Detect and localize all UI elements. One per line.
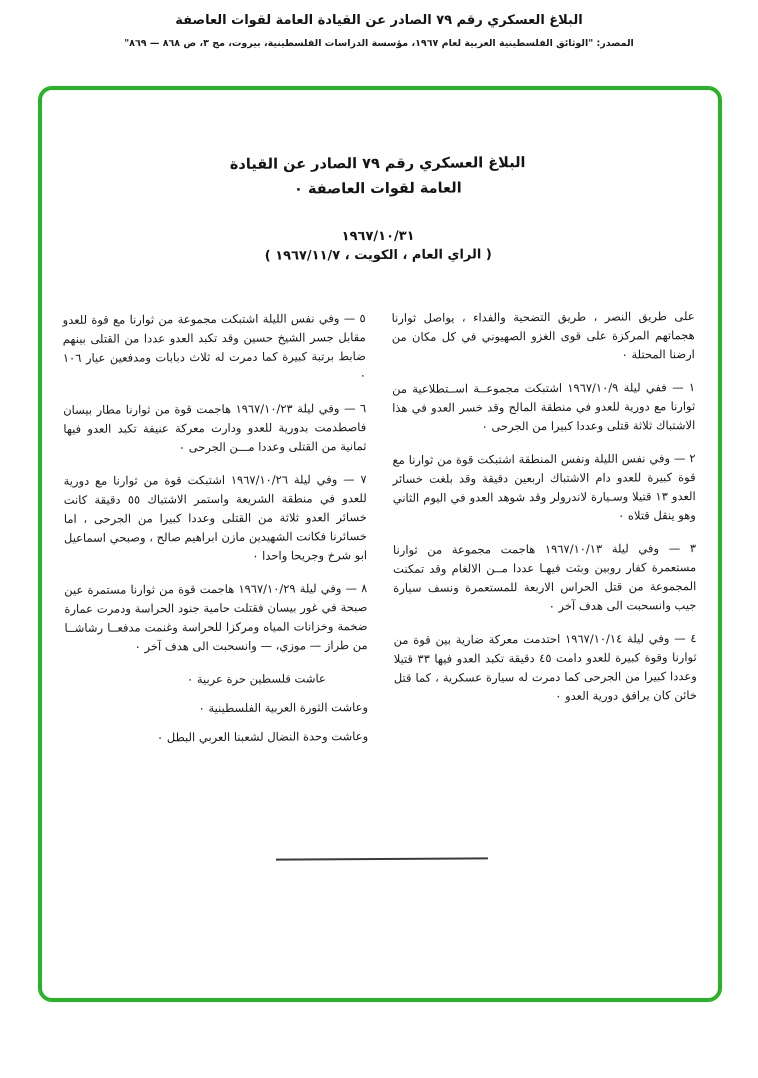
paragraph-item-1: ١ — ففي ليلة ١٩٦٧/١٠/٩ اشتبكت مجموعــة اســتطلاعية من ثوارنا مع دورية للعدو في منطقة المالح وقد خسر العدو في هذا الاشتباك ثلاثة قتلى وعددا كبيرا من الجرحى ٠: [392, 379, 696, 434]
two-column-body: [63, 307, 698, 758]
paragraph-item-5: ٥ — وفي نفس الليلة اشتبكت مجموعة من ثوارنا مع قوة للعدو مقابل جسر الشيخ حسين وقد تكبد العدو عددا من القتلى بينهم ضابط برتبة كبيرة كما دمرت له ثلاث دبابات ومدفعين عيار ١٠٦ ٠: [62, 310, 367, 382]
scanned-document: [39, 88, 721, 1000]
paragraph-item-7: ٧ — وفي ليلة ١٩٦٧/١٠/٢٦ اشتبكت قوة من ثوارنا مع دورية للعدو في منطقة الشريعة واستمر الاشتباك ٥٥ دقيقة كانت خسائر العدو ثلاثة من القتلى وعددا كبيرا من الجرحى ، اما خسائرنا فكانت الشهيدين مازن ابراهيم صالح ، وصبحي اسماعيل ابو شرخ وجريحا واحدا ٠: [63, 471, 368, 563]
bottom-divider: [276, 857, 488, 860]
paragraph-item-8: ٨ — وفي ليلة ١٩٦٧/١٠/٢٩ هاجمت قوة من ثوارنا مستمرة عين صبحة في غور بيسان فقتلت حامية جنود الحراسة ودمرت عمارة ضخمة وخزانات المياه ومركزا للحراسة وغنمت مدفعــا رشاشــا من طراز — موزي، — وانسحبت الى هدف آخر ٠: [64, 580, 368, 654]
column-right: [392, 307, 698, 756]
paragraph-item-3: ٣ — وفي ليلة ١٩٦٧/١٠/١٣ هاجمت مجموعة من ثوارنا مستعمرة كفار روبين وبثت فيهـا عددا مــن الالغام وقد تمكنت المجموعة من قتل الحراس الاربعة للمستعمرة ونسف سيارة جيب وانسحبت الى هدف آخر ٠: [392, 540, 697, 613]
paragraph-intro: على طريق النصر ، طريق التضحية والفداء ، يواصل ثوارنا هجماتهم المركزة على قوى الغزو الصهيوني في كل مكان من ارضنا المحتلة ٠: [391, 308, 695, 362]
slogan-line-1: عاشت فلسطين حرة عربية ٠: [186, 671, 326, 686]
slogan-line-2: وعاشت الثورة العربية الفلسطينية ٠: [198, 699, 369, 715]
communique-title-line2: العامة لقوات العاصفة ٠: [293, 180, 462, 198]
communique-date: ١٩٦٧/١٠/٣١: [341, 228, 415, 244]
slogan-line-3: وعاشت وحدة النضال لشعبنا العربي البطل ٠: [156, 728, 369, 745]
paragraph-item-2: ٢ — وفي نفس الليلة ونفس المنطقة اشتبكت قوة من ثوارنا مع قوة كبيرة للعدو دام الاشتباك اربعين دقيقة وقد بلغت خسائر العدو ١٣ قتيلا وسـيارة لاندرولر وقد شوهد العدو في اليوم الثاني وهو ينقل قتلاه ٠: [392, 450, 696, 523]
page-header: [0, 0, 758, 49]
communique-title-line1: البلاغ العسكري رقم ٧٩ الصادر عن القيادة: [229, 155, 526, 173]
publication-line: ( الراي العام ، الكويت ، ١٩٦٧/١١/٧ ): [264, 247, 492, 264]
paragraph-item-4: ٤ — وفي ليلة ١٩٦٧/١٠/١٤ احتدمت معركة ضارية بين قوة من ثوارنا وقوة كبيرة للعدو دامت ٤٥ دقيقة تكبد العدو فيها ٣٣ قتيلا وعددا كبيرا من الجرحى كما دمرت له سيارة عسكرية ، كما قتل خائن كان يرافق دورية العدو ٠: [393, 630, 697, 703]
source-citation: المصدر: "الوثائق الفلسطينية العربية لعام ١٩٦٧، مؤسسة الدراسات الفلسطينية، بيروت، مج ٣، ص ٨٦٨ — ٨٦٩": [124, 38, 634, 49]
paragraph-item-6: ٦ — وفي ليلة ١٩٦٧/١٠/٢٣ هاجمت قوة من ثوارنا مطار بيسان فاصطدمت بدورية للعدو ودارت معركة عنيفة تكبد العدو فيها ثمانية من القتلى وعددا مـــن الجرحى ٠: [63, 400, 367, 454]
column-left: [63, 309, 369, 758]
page-title: البلاغ العسكري رقم ٧٩ الصادر عن القيادة العامة لقوات العاصفة: [175, 13, 583, 28]
scanned-document-frame: [38, 86, 722, 1002]
communique-title: [62, 150, 694, 205]
